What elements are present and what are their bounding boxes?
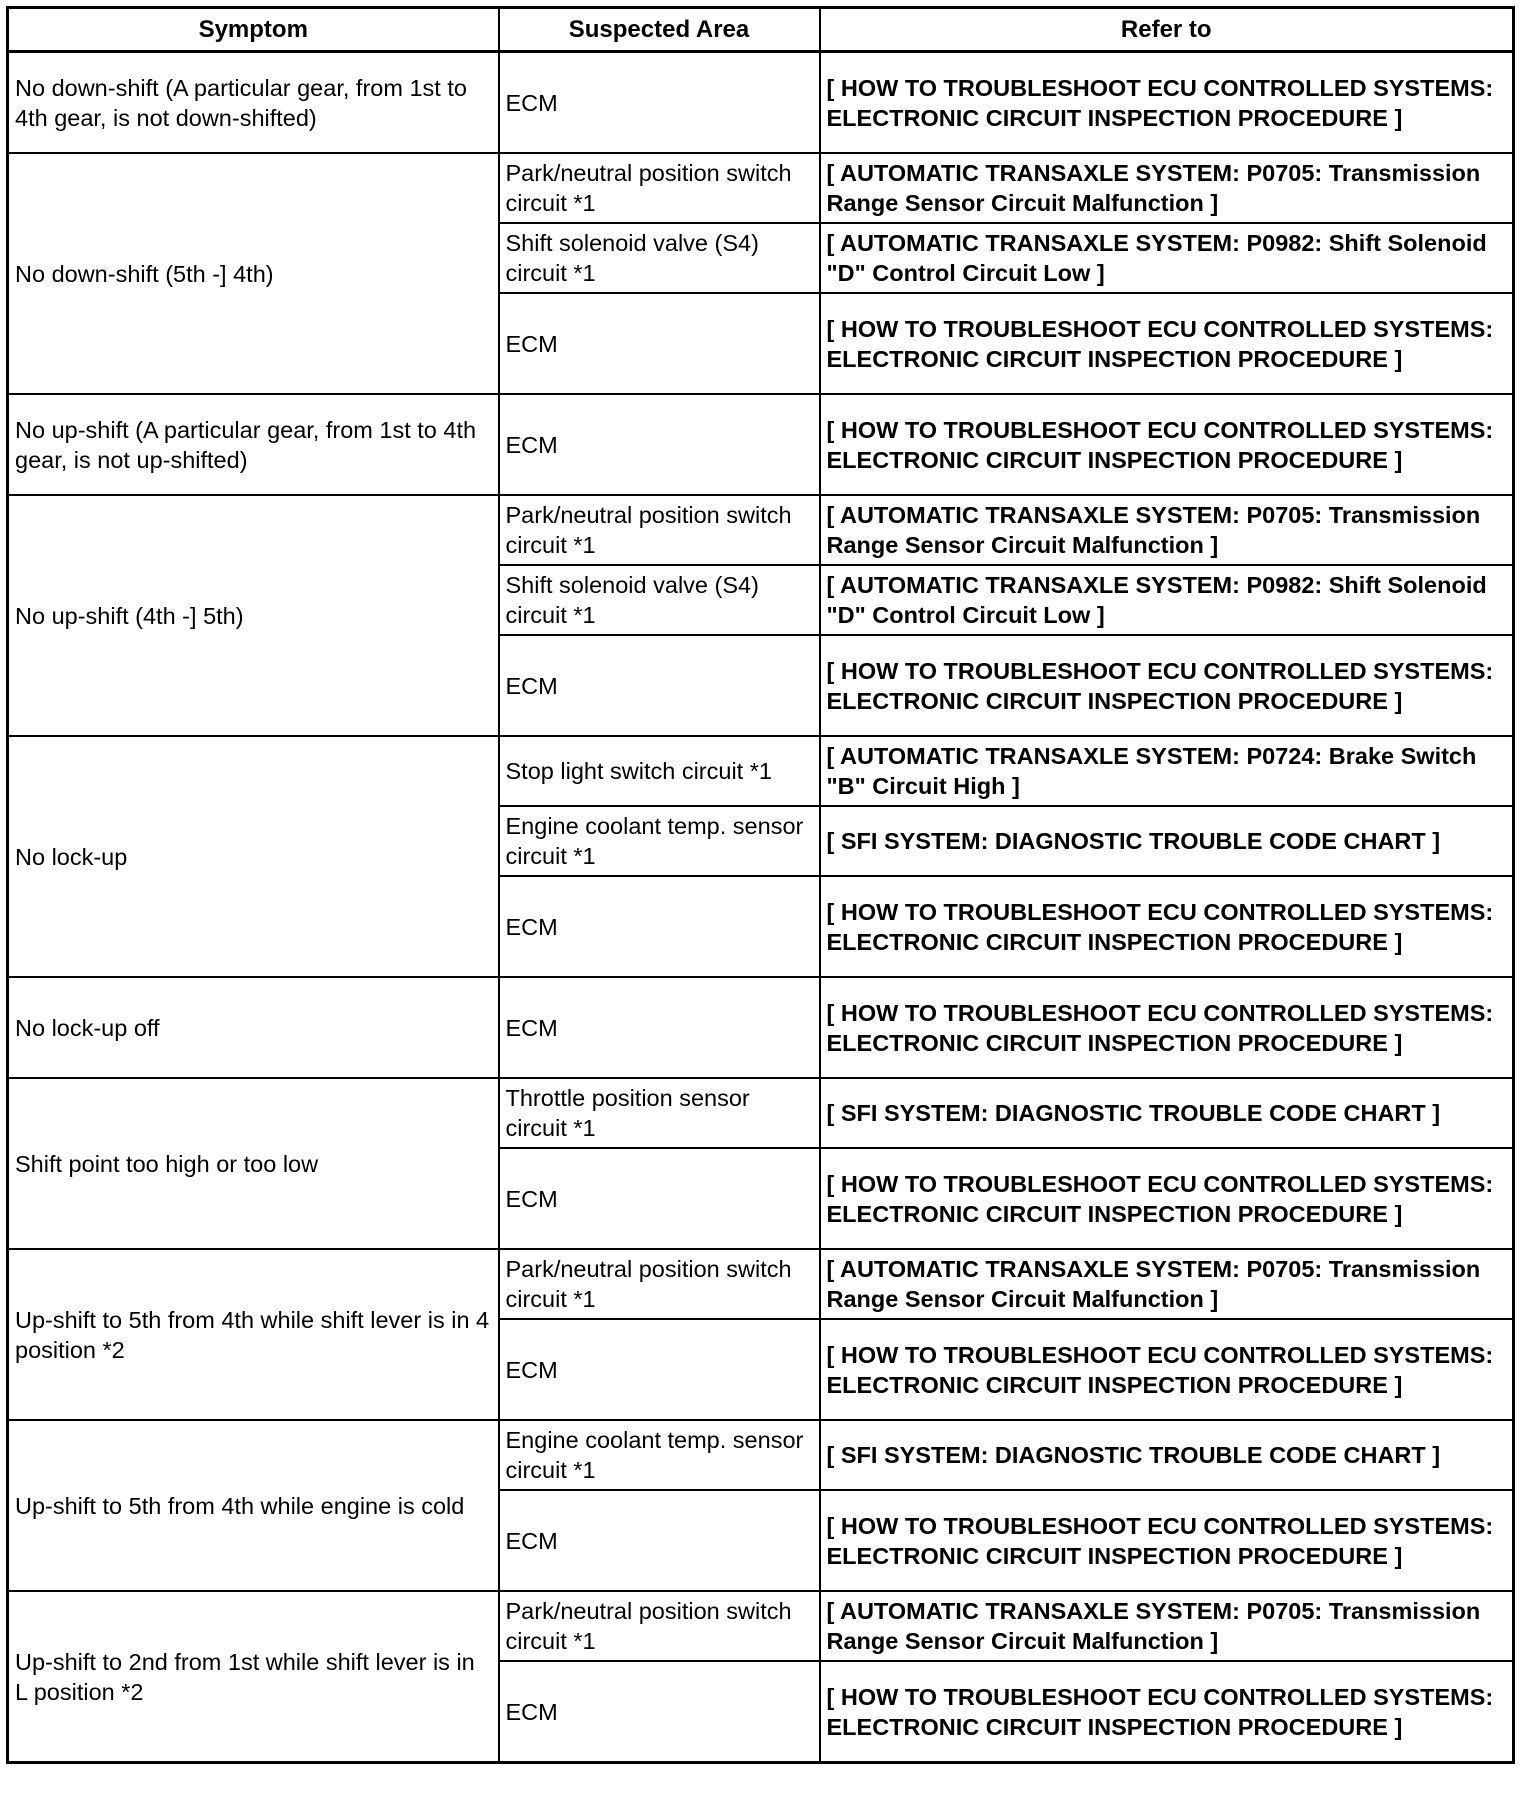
suspected-area-cell: ECM [499, 1148, 820, 1249]
refer-to-cell: [ HOW TO TROUBLESHOOT ECU CONTROLLED SYSTEMS: ELECTRONIC CIRCUIT INSPECTION PROCEDURE ] [820, 1490, 1514, 1591]
refer-to-cell: [ AUTOMATIC TRANSAXLE SYSTEM: P0705: Transmission Range Sensor Circuit Malfunction ] [820, 1249, 1514, 1319]
table-row [8, 1249, 1514, 1319]
suspected-area-cell: ECM [499, 52, 820, 154]
symptom-cell: No lock-up [8, 736, 499, 977]
header-refer-to: Refer to [820, 8, 1514, 52]
suspected-area-cell: ECM [499, 1661, 820, 1763]
header-symptom: Symptom [8, 8, 499, 52]
refer-to-cell: [ HOW TO TROUBLESHOOT ECU CONTROLLED SYSTEMS: ELECTRONIC CIRCUIT INSPECTION PROCEDURE ] [820, 1148, 1514, 1249]
table-row [8, 52, 1514, 154]
symptom-cell: No up-shift (4th -] 5th) [8, 495, 499, 736]
suspected-area-cell: Park/neutral position switch circuit *1 [499, 153, 820, 223]
symptom-cell: Up-shift to 5th from 4th while shift lever is in 4 position *2 [8, 1249, 499, 1420]
table-row [8, 394, 1514, 495]
suspected-area-cell: Engine coolant temp. sensor circuit *1 [499, 806, 820, 876]
suspected-area-cell: Stop light switch circuit *1 [499, 736, 820, 806]
suspected-area-cell: Park/neutral position switch circuit *1 [499, 1249, 820, 1319]
symptom-cell: Shift point too high or too low [8, 1078, 499, 1249]
table-row [8, 495, 1514, 565]
refer-to-cell: [ HOW TO TROUBLESHOOT ECU CONTROLLED SYSTEMS: ELECTRONIC CIRCUIT INSPECTION PROCEDURE ] [820, 635, 1514, 736]
table-row [8, 1078, 1514, 1148]
refer-to-cell: [ SFI SYSTEM: DIAGNOSTIC TROUBLE CODE CHART ] [820, 1078, 1514, 1148]
suspected-area-cell: ECM [499, 635, 820, 736]
suspected-area-cell: ECM [499, 394, 820, 495]
header-suspected-area: Suspected Area [499, 8, 820, 52]
symptom-cell: No down-shift (5th -] 4th) [8, 153, 499, 394]
table-row [8, 977, 1514, 1078]
symptom-cell: Up-shift to 2nd from 1st while shift lever is in L position *2 [8, 1591, 499, 1763]
suspected-area-cell: ECM [499, 977, 820, 1078]
refer-to-cell: [ HOW TO TROUBLESHOOT ECU CONTROLLED SYSTEMS: ELECTRONIC CIRCUIT INSPECTION PROCEDURE ] [820, 1319, 1514, 1420]
suspected-area-cell: Park/neutral position switch circuit *1 [499, 495, 820, 565]
refer-to-cell: [ HOW TO TROUBLESHOOT ECU CONTROLLED SYSTEMS: ELECTRONIC CIRCUIT INSPECTION PROCEDURE ] [820, 1661, 1514, 1763]
table-row [8, 736, 1514, 806]
symptom-cell: No up-shift (A particular gear, from 1st to 4th gear, is not up-shifted) [8, 394, 499, 495]
suspected-area-cell: ECM [499, 293, 820, 394]
suspected-area-cell: ECM [499, 1319, 820, 1420]
suspected-area-cell: Shift solenoid valve (S4) circuit *1 [499, 565, 820, 635]
symptom-cell: No lock-up off [8, 977, 499, 1078]
symptom-cell: No down-shift (A particular gear, from 1st to 4th gear, is not down-shifted) [8, 52, 499, 154]
troubleshooting-table-container [6, 6, 1515, 1764]
header-row [8, 8, 1514, 52]
suspected-area-cell: Park/neutral position switch circuit *1 [499, 1591, 820, 1661]
refer-to-cell: [ HOW TO TROUBLESHOOT ECU CONTROLLED SYSTEMS: ELECTRONIC CIRCUIT INSPECTION PROCEDURE ] [820, 977, 1514, 1078]
table-row [8, 1591, 1514, 1661]
suspected-area-cell: ECM [499, 876, 820, 977]
refer-to-cell: [ HOW TO TROUBLESHOOT ECU CONTROLLED SYSTEMS: ELECTRONIC CIRCUIT INSPECTION PROCEDURE ] [820, 293, 1514, 394]
suspected-area-cell: Shift solenoid valve (S4) circuit *1 [499, 223, 820, 293]
refer-to-cell: [ AUTOMATIC TRANSAXLE SYSTEM: P0724: Brake Switch "B" Circuit High ] [820, 736, 1514, 806]
refer-to-cell: [ HOW TO TROUBLESHOOT ECU CONTROLLED SYSTEMS: ELECTRONIC CIRCUIT INSPECTION PROCEDURE ] [820, 394, 1514, 495]
refer-to-cell: [ SFI SYSTEM: DIAGNOSTIC TROUBLE CODE CHART ] [820, 1420, 1514, 1490]
refer-to-cell: [ AUTOMATIC TRANSAXLE SYSTEM: P0705: Transmission Range Sensor Circuit Malfunction ] [820, 1591, 1514, 1661]
suspected-area-cell: Throttle position sensor circuit *1 [499, 1078, 820, 1148]
refer-to-cell: [ AUTOMATIC TRANSAXLE SYSTEM: P0982: Shift Solenoid "D" Control Circuit Low ] [820, 223, 1514, 293]
suspected-area-cell: Engine coolant temp. sensor circuit *1 [499, 1420, 820, 1490]
refer-to-cell: [ HOW TO TROUBLESHOOT ECU CONTROLLED SYSTEMS: ELECTRONIC CIRCUIT INSPECTION PROCEDURE ] [820, 52, 1514, 154]
refer-to-cell: [ AUTOMATIC TRANSAXLE SYSTEM: P0705: Transmission Range Sensor Circuit Malfunction ] [820, 495, 1514, 565]
refer-to-cell: [ AUTOMATIC TRANSAXLE SYSTEM: P0705: Transmission Range Sensor Circuit Malfunction ] [820, 153, 1514, 223]
refer-to-cell: [ AUTOMATIC TRANSAXLE SYSTEM: P0982: Shift Solenoid "D" Control Circuit Low ] [820, 565, 1514, 635]
suspected-area-cell: ECM [499, 1490, 820, 1591]
table-row [8, 153, 1514, 223]
table-row [8, 1420, 1514, 1490]
symptom-cell: Up-shift to 5th from 4th while engine is cold [8, 1420, 499, 1591]
symptom-table [6, 6, 1515, 1764]
refer-to-cell: [ HOW TO TROUBLESHOOT ECU CONTROLLED SYSTEMS: ELECTRONIC CIRCUIT INSPECTION PROCEDURE ] [820, 876, 1514, 977]
refer-to-cell: [ SFI SYSTEM: DIAGNOSTIC TROUBLE CODE CHART ] [820, 806, 1514, 876]
